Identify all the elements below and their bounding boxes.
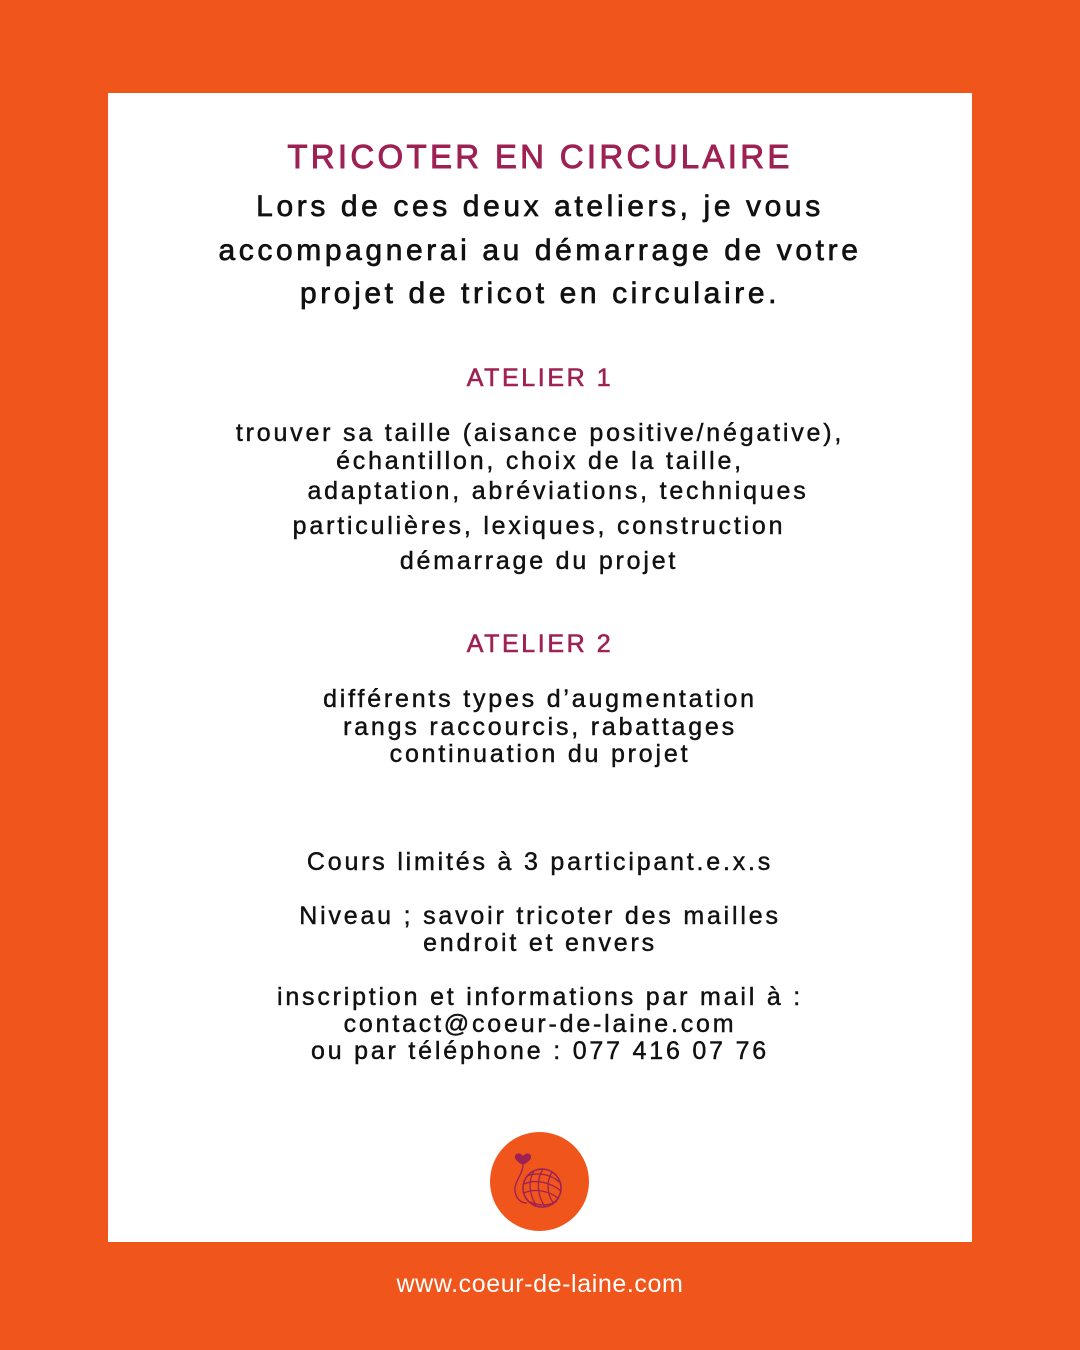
atelier-1-heading: ATELIER 1 — [466, 364, 614, 392]
content-card — [108, 93, 972, 1242]
page-title: TRICOTER EN CIRCULAIRE — [287, 138, 793, 175]
contact-email: contact@coeur-de-laine.com — [343, 1010, 737, 1038]
atelier-1-line: échantillon, choix de la taille, — [336, 447, 744, 475]
atelier-2-line: continuation du projet — [389, 740, 691, 768]
atelier-1-line: démarrage du projet — [399, 547, 679, 575]
atelier-2-line: différents types d’augmentation — [323, 685, 757, 713]
intro-line: accompagnerai au démarrage de votre — [218, 233, 862, 267]
participant-limit: Cours limités à 3 participant.e.x.s — [306, 848, 774, 876]
intro-line: Lors de ces deux ateliers, je vous — [256, 190, 824, 223]
intro-line: projet de tricot en circulaire. — [299, 277, 781, 310]
atelier-2-line: rangs raccourcis, rabattages — [343, 713, 737, 741]
contact-phone: ou par téléphone : 077 416 07 76 — [311, 1037, 769, 1065]
level-line: Niveau ; savoir tricoter des mailles — [299, 902, 781, 930]
website-url: www.coeur-de-laine.com — [396, 1270, 684, 1298]
atelier-1-line: particulières, lexiques, construction — [292, 512, 786, 540]
level-line: endroit et envers — [423, 929, 657, 957]
atelier-2-heading: ATELIER 2 — [466, 630, 614, 658]
atelier-1-line: trouver sa taille (aisance positive/négative), — [235, 419, 845, 447]
logo — [490, 1132, 589, 1231]
intro-paragraph — [108, 185, 972, 316]
yarn-ball-heart-icon — [490, 1132, 589, 1231]
atelier-1-line: adaptation, abréviations, techniques — [307, 477, 809, 505]
contact-line: inscription et informations par mail à : — [276, 983, 804, 1011]
